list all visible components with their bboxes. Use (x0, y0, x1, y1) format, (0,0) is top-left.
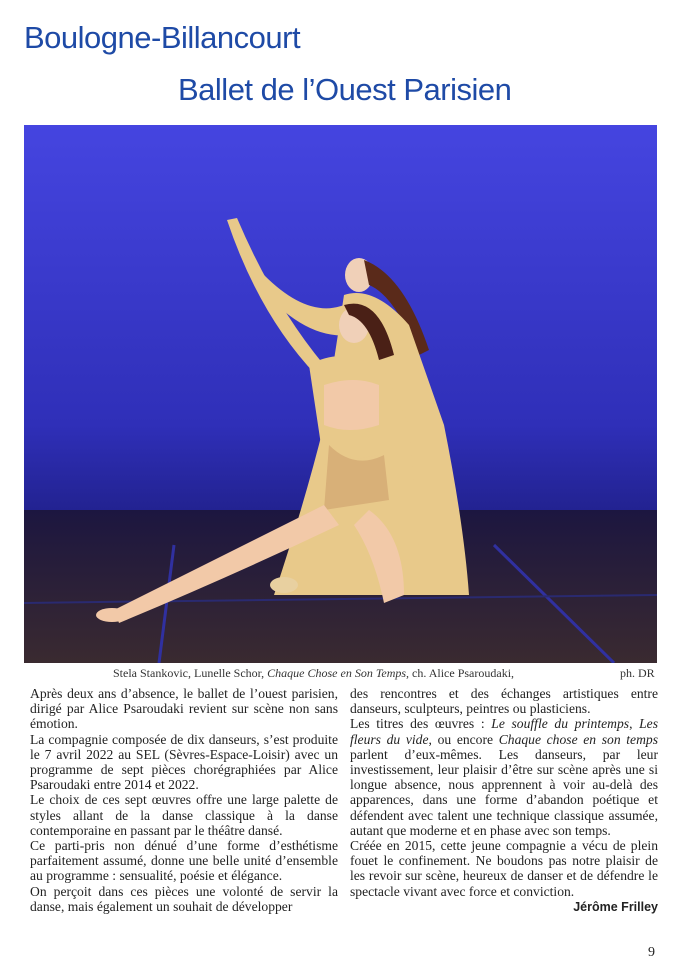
page-number: 9 (648, 945, 655, 960)
caption-choreographer: ch. Alice Psaroudaki, (412, 666, 515, 680)
caption-work: Chaque Chose en Son Temps, (267, 666, 410, 680)
work-title: Le souffle du printemps (491, 716, 630, 732)
work-title: Chaque chose en son temps (498, 731, 658, 747)
author-signature: Jérôme Frilley (573, 899, 658, 914)
paragraph: Le choix de ces sept œuvres offre une large palette de styles allant de la danse classique à la danse contemporaine en passant par le théâtre dansé. (30, 792, 338, 838)
work-title: Les fleurs du vide (350, 716, 659, 747)
paragraph: Ce parti-pris non dénué d’une forme d’esthétisme parfaitement assumé, donne une belle unité d’ensemble au programme : sensualité, poésie et élégance. (30, 838, 338, 884)
header-title: Ballet de l’Ouest Parisien (178, 72, 512, 107)
article-column-left (30, 686, 338, 914)
header-location: Boulogne-Billancourt (24, 20, 301, 55)
paragraph: On perçoit dans ces pièces une volonté de servir la danse, mais également un souhait de développer (30, 883, 338, 914)
caption-names: Stela Stankovic, Lunelle Schor, (113, 666, 265, 680)
dance-photo (24, 125, 657, 663)
paragraph-titles: Les titres des œuvres : Le souffle du printemps, Les fleurs du vide, ou encore Chaque chose en son temps parlent d’eux-mêmes. Les danseurs, par leur investissement, leur plaisir d’être sur scène après une si longue absence, nous apprennent à voir au-delà des apparences, dans une forme d’abandon poétique et défendent avec talent une technique classique assumée, autant que moderne et en phase avec son temps. (350, 716, 659, 838)
photo-caption (113, 666, 514, 681)
photo-credit: ph. DR (620, 666, 655, 680)
paragraph: Créée en 2015, cette jeune compagnie a vécu de plein fouet le confinement. Ne boudons pas notre plaisir de les revoir sur scène, heureux de danser et de défendre le spectacle vivant avec force et conviction. (350, 838, 658, 899)
paragraph: Après deux ans d’absence, le ballet de l’ouest parisien, dirigé par Alice Psaroudaki revient sur scène non sans émotion. (30, 686, 338, 732)
paragraph: La compagnie composée de dix danseurs, s’est produite le 7 avril 2022 au SEL (Sèvres-Espace-Loisir) avec un programme de sept pièces chorégraphiées par Alice Psaroudaki entre 2014 et 2022. (30, 731, 338, 793)
article-column-right (350, 686, 658, 915)
paragraph: des rencontres et des échanges artistiques entre danseurs, sculpteurs, peintres ou plasticiens. (350, 686, 658, 717)
